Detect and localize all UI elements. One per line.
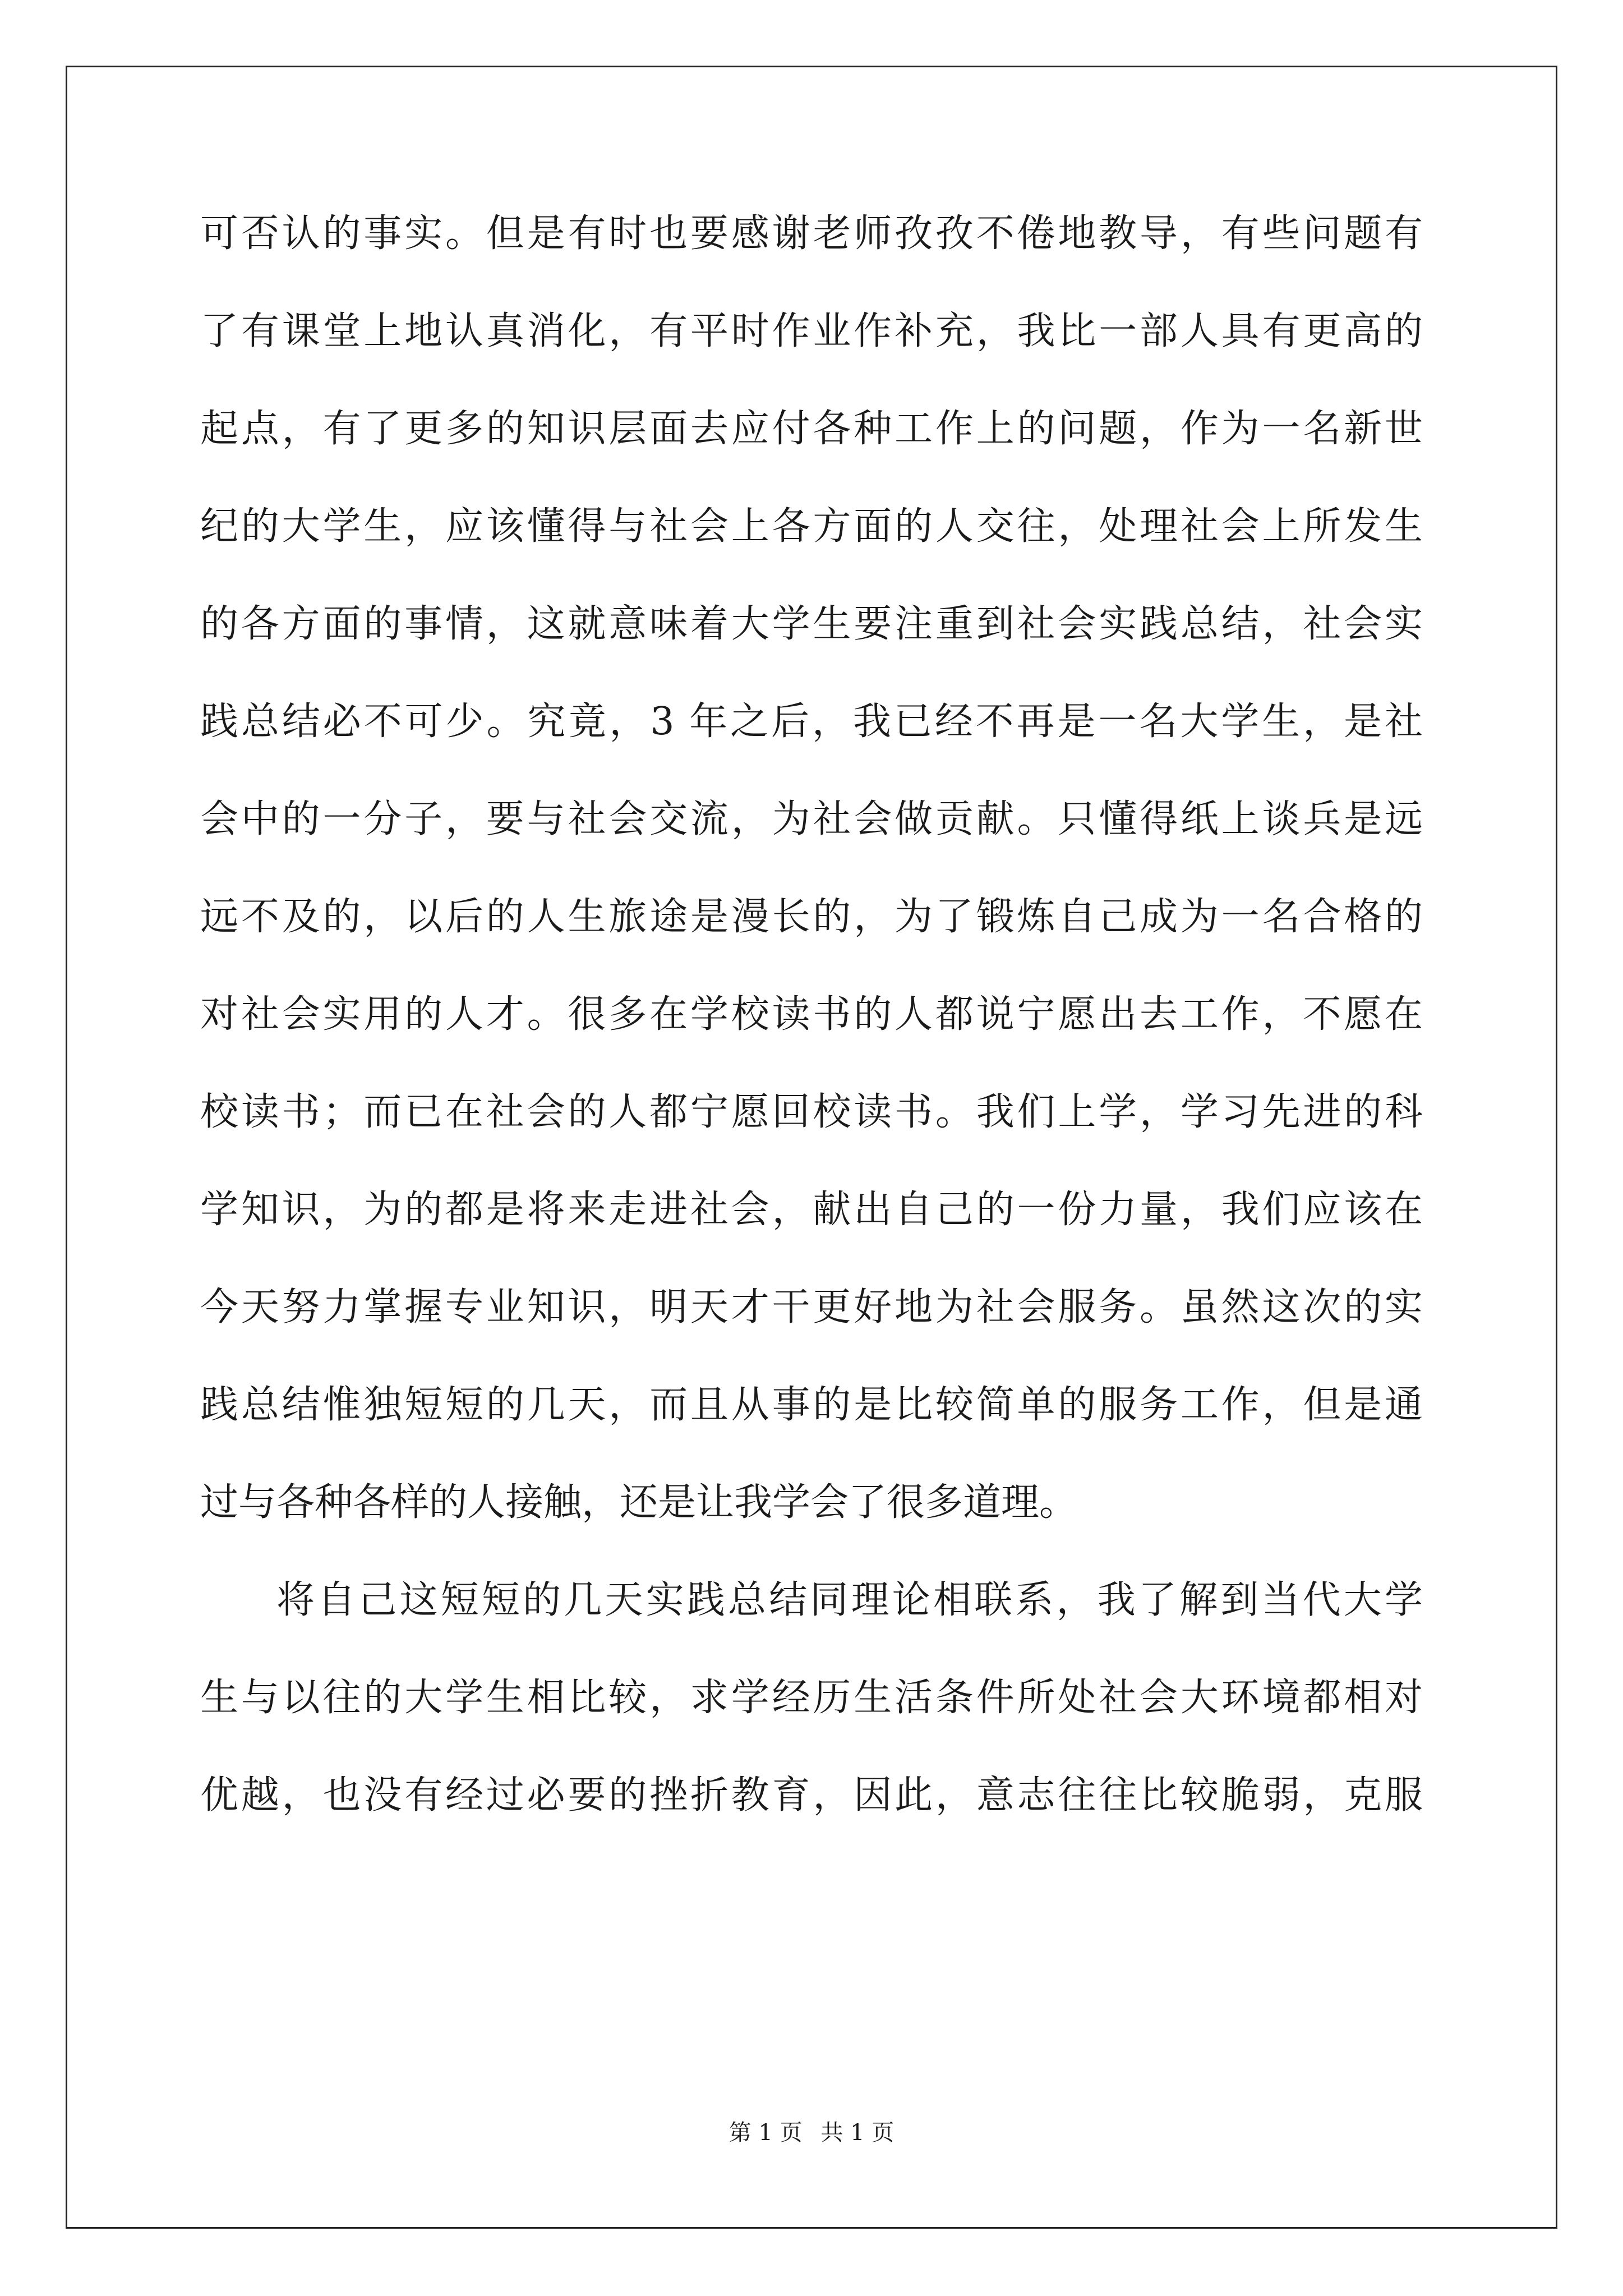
text-line: 起点，有了更多的知识层面去应付各种工作上的问题，作为一名新世 [200, 407, 1423, 451]
text-line: 过与各种各样的人接触，还是让我学会了很多道理。 [200, 1480, 1078, 1525]
paragraph [200, 1552, 1423, 1844]
text-line: 会中的一分子，要与社会交流，为社会做贡献。只懂得纸上谈兵是远 [200, 797, 1423, 841]
text-line: 今天努力掌握专业知识，明天才干更好地为社会服务。虽然这次的实 [200, 1285, 1423, 1329]
text-line: 学知识，为的都是将来走进社会，献出自己的一份力量，我们应该在 [200, 1188, 1423, 1232]
text-line: 校读书；而已在社会的人都宁愿回校读书。我们上学，学习先进的科 [200, 1090, 1423, 1134]
text-line: 将自己这短短的几天实践总结同理论相联系，我了解到当代大学 [276, 1578, 1423, 1622]
paragraph [200, 185, 1423, 1552]
text-line: 可否认的事实。但是有时也要感谢老师孜孜不倦地教导，有些问题有 [200, 211, 1423, 256]
text-line: 优越，也没有经过必要的挫折教育，因此，意志往往比较脆弱，克服 [200, 1773, 1423, 1818]
page-footer [0, 2119, 1623, 2147]
text-line: 了有课堂上地认真消化，有平时作业作补充，我比一部人具有更高的 [200, 309, 1423, 353]
text-line: 纪的大学生，应该懂得与社会上各方面的人交往，处理社会上所发生 [200, 504, 1423, 549]
text-line: 的各方面的事情，这就意味着大学生要注重到社会实践总结，社会实 [200, 602, 1423, 646]
text-line: 对社会实用的人才。很多在学校读书的人都说宁愿出去工作，不愿在 [200, 992, 1423, 1037]
text-line: 践总结惟独短短的几天，而且从事的是比较简单的服务工作，但是通 [200, 1383, 1423, 1427]
page-number: 第 1 页 [728, 2120, 803, 2146]
page-total: 共 1 页 [820, 2120, 895, 2146]
text-line: 生与以往的大学生相比较，求学经历生活条件所处社会大环境都相对 [200, 1676, 1423, 1720]
document-body [200, 185, 1423, 1844]
text-line: 远不及的，以后的人生旅途是漫长的，为了锻炼自己成为一名合格的 [200, 895, 1423, 939]
text-line: 践总结必不可少。究竟，3 年之后，我已经不再是一名大学生，是社 [200, 700, 1423, 744]
